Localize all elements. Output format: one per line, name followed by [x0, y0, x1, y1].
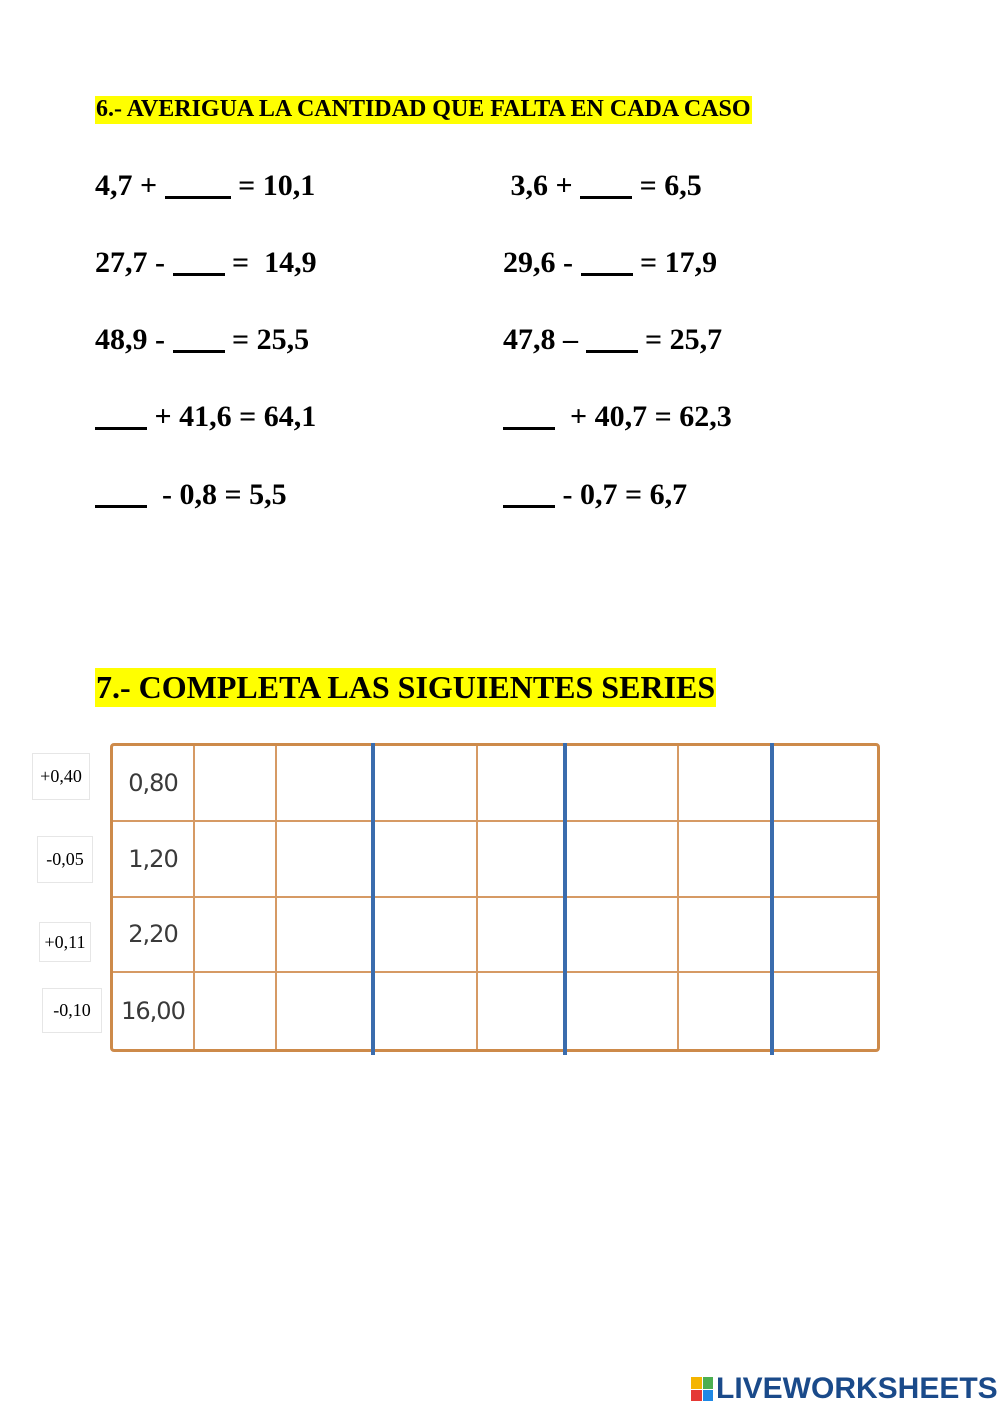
section-6-title: 6.- AVERIGUA LA CANTIDAD QUE FALTA EN CADA CASO	[96, 96, 751, 122]
equation-part: - 0,8 = 5,5	[147, 478, 287, 511]
series-answer-cell[interactable]	[375, 898, 478, 974]
equation-right-3	[503, 325, 722, 355]
equation-part: 48,9 -	[95, 323, 173, 356]
equation-left-4	[95, 402, 316, 432]
series-answer-cell[interactable]	[566, 822, 679, 898]
divider-line	[770, 743, 774, 1055]
series-answer-cell[interactable]	[679, 973, 774, 1049]
series-start-cell: 2,20	[113, 898, 195, 974]
series-answer-cell[interactable]	[375, 746, 478, 822]
equation-left-1	[95, 171, 315, 201]
equation-part: = 6,5	[632, 169, 702, 202]
equation-left-2	[95, 248, 317, 278]
series-answer-cell[interactable]	[195, 822, 277, 898]
equation-part: + 41,6 = 64,1	[147, 400, 317, 433]
answer-blank[interactable]	[581, 251, 633, 276]
divider-line	[371, 743, 375, 1055]
logo-mark-icon	[691, 1377, 713, 1401]
answer-blank[interactable]	[580, 174, 632, 199]
answer-blank[interactable]	[503, 405, 555, 430]
answer-blank[interactable]	[95, 405, 147, 430]
series-answer-cell[interactable]	[375, 973, 478, 1049]
series-answer-cell[interactable]	[566, 973, 679, 1049]
equation-right-5	[503, 480, 687, 510]
series-answer-cell[interactable]	[566, 746, 679, 822]
answer-blank[interactable]	[95, 483, 147, 508]
equation-part: = 25,5	[224, 323, 310, 356]
equation-part: - 0,7 = 6,7	[555, 478, 688, 511]
equation-part: = 14,9	[224, 246, 317, 279]
liveworksheets-logo	[691, 1373, 998, 1405]
series-table	[110, 743, 880, 1052]
series-answer-cell[interactable]	[195, 746, 277, 822]
answer-blank[interactable]	[173, 328, 225, 353]
series-answer-cell[interactable]	[774, 746, 877, 822]
answer-blank[interactable]	[586, 328, 638, 353]
equation-part: 3,6 +	[503, 169, 581, 202]
series-answer-cell[interactable]	[679, 898, 774, 974]
series-start-cell: 1,20	[113, 822, 195, 898]
series-step-label: +0,40	[32, 753, 90, 800]
equation-part: 4,7 +	[95, 169, 165, 202]
equation-part: 29,6 -	[503, 246, 581, 279]
equation-left-3	[95, 325, 309, 355]
series-answer-cell[interactable]	[774, 822, 877, 898]
series-answer-cell[interactable]	[277, 898, 375, 974]
series-answer-cell[interactable]	[195, 898, 277, 974]
equation-right-1	[503, 171, 702, 201]
equation-left-5	[95, 480, 287, 510]
series-answer-cell[interactable]	[195, 973, 277, 1049]
series-answer-cell[interactable]	[566, 898, 679, 974]
answer-blank[interactable]	[503, 483, 555, 508]
series-step-label: -0,05	[37, 836, 93, 883]
divider-line	[563, 743, 567, 1055]
logo-text: LIVEWORKSHEETS	[716, 1372, 998, 1405]
series-answer-cell[interactable]	[277, 746, 375, 822]
series-answer-cell[interactable]	[679, 746, 774, 822]
equation-part: 27,7 -	[95, 246, 173, 279]
series-step-label: +0,11	[39, 922, 91, 962]
equation-part: + 40,7 = 62,3	[555, 400, 732, 433]
series-answer-cell[interactable]	[774, 973, 877, 1049]
series-answer-cell[interactable]	[478, 898, 566, 974]
series-answer-cell[interactable]	[375, 822, 478, 898]
series-answer-cell[interactable]	[478, 973, 566, 1049]
answer-blank[interactable]	[165, 174, 231, 199]
equation-part: = 10,1	[230, 169, 316, 202]
series-answer-cell[interactable]	[478, 822, 566, 898]
section-7-title: 7.- COMPLETA LAS SIGUIENTES SERIES	[96, 669, 716, 705]
series-step-label: -0,10	[42, 988, 102, 1033]
series-start-cell: 0,80	[113, 746, 195, 822]
series-answer-cell[interactable]	[774, 898, 877, 974]
equation-right-2	[503, 248, 717, 278]
series-start-cell: 16,00	[113, 973, 195, 1049]
series-answer-cell[interactable]	[478, 746, 566, 822]
series-answer-cell[interactable]	[679, 822, 774, 898]
series-answer-cell[interactable]	[277, 822, 375, 898]
equation-right-4	[503, 402, 732, 432]
series-answer-cell[interactable]	[277, 973, 375, 1049]
answer-blank[interactable]	[173, 251, 225, 276]
equation-part: = 25,7	[637, 323, 723, 356]
equation-part: 47,8 –	[503, 323, 586, 356]
equation-part: = 17,9	[632, 246, 718, 279]
